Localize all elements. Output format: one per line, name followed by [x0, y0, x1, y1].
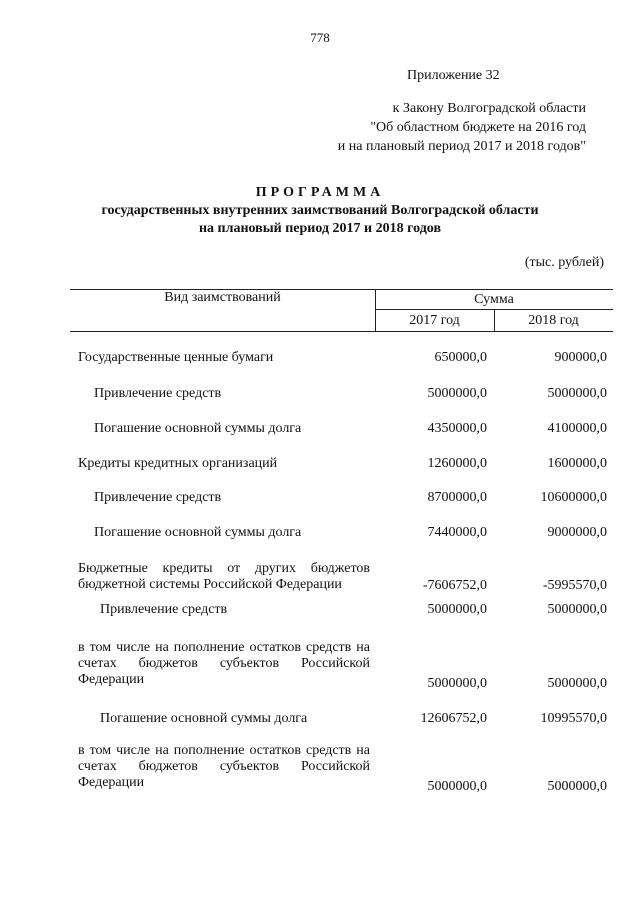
row-value-2018: 5000000,0: [547, 602, 607, 617]
law-reference: [338, 99, 586, 156]
row-label: в том числе на пополнение остатков средств на счетах бюджетов субъектов Российской Федерации: [78, 743, 370, 790]
row-value-2018: 1600000,0: [547, 456, 607, 471]
header-year-2018: 2018 год: [528, 313, 579, 328]
page-number: 778: [310, 30, 330, 45]
row-value-2017: 5000000,0: [427, 676, 487, 691]
row-label: Погашение основной суммы долга: [100, 711, 308, 726]
title-subject: государственных внутренних заимствований Волгоградской области: [101, 203, 539, 218]
row-value-2017: 1260000,0: [427, 456, 487, 471]
row-value-2018: 9000000,0: [547, 525, 607, 540]
row-value-2017: 650000,0: [434, 350, 487, 365]
law-reference-line: "Об областном бюджете на 2016 год: [370, 120, 586, 135]
annex-label: Приложение 32: [407, 68, 500, 83]
row-label: Кредиты кредитных организаций: [78, 456, 278, 471]
row-label: в том числе на пополнение остатков средств на счетах бюджетов субъектов Российской Федерации: [78, 640, 370, 687]
row-value-2018: 5000000,0: [547, 779, 607, 794]
row-value-2017: 5000000,0: [427, 602, 487, 617]
row-value-2017: 12606752,0: [420, 711, 487, 726]
row-label: Погашение основной суммы долга: [94, 525, 302, 540]
header-year-2017: 2017 год: [409, 313, 460, 328]
row-value-2018: 10600000,0: [540, 490, 607, 505]
row-value-2017: 4350000,0: [427, 421, 487, 436]
row-value-2018: 900000,0: [554, 350, 607, 365]
row-value-2018: -5995570,0: [542, 578, 607, 593]
law-reference-line: и на плановый период 2017 и 2018 годов": [337, 139, 586, 154]
title-period: на плановый период 2017 и 2018 годов: [198, 221, 442, 236]
row-value-2017: 5000000,0: [427, 779, 487, 794]
row-value-2017: -7606752,0: [422, 578, 487, 593]
row-value-2018: 4100000,0: [547, 421, 607, 436]
row-value-2017: 7440000,0: [427, 525, 487, 540]
row-label: Погашение основной суммы долга: [94, 421, 302, 436]
row-value-2017: 5000000,0: [427, 386, 487, 401]
row-label: Привлечение средств: [94, 490, 222, 505]
row-label: Бюджетные кредиты от других бюджетов бюджетной системы Российской Федерации: [78, 561, 370, 592]
document-title: [0, 184, 640, 238]
units-label: (тыс. рублей): [524, 255, 604, 270]
row-value-2018: 5000000,0: [547, 676, 607, 691]
row-value-2018: 10995570,0: [540, 711, 607, 726]
header-type: Вид заимствований: [164, 290, 281, 305]
row-label: Привлечение средств: [100, 602, 228, 617]
row-label: Государственные ценные бумаги: [78, 350, 274, 365]
row-value-2018: 5000000,0: [547, 386, 607, 401]
row-label: Привлечение средств: [94, 386, 222, 401]
law-reference-line: к Закону Волгоградской области: [392, 101, 586, 116]
header-bottom-rule: [70, 331, 613, 332]
header-sum: Сумма: [474, 292, 514, 307]
title-program: ПРОГРАММА: [255, 185, 385, 200]
row-value-2017: 8700000,0: [427, 490, 487, 505]
